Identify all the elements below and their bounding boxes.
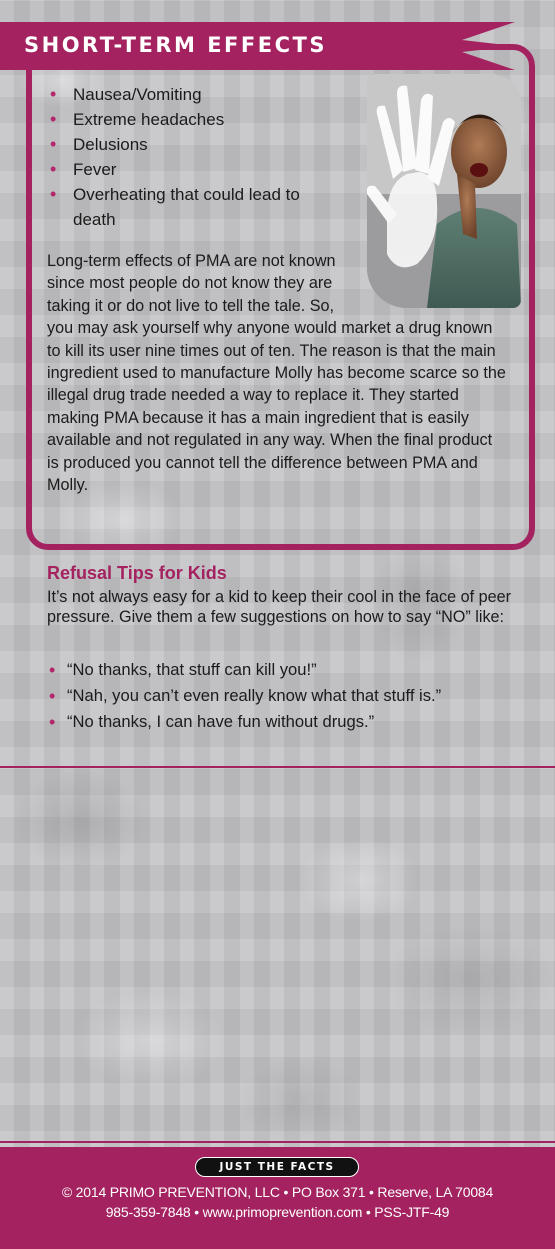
refusal-tip: • “Nah, you can’t even really know what that stuff is.” <box>47 683 527 709</box>
effect-item: • Overheating that could lead to death <box>47 182 347 232</box>
section-title: SHORT-TERM EFFECTS <box>24 33 327 57</box>
effect-item: • Extreme headaches <box>47 107 347 132</box>
effect-item: • Fever <box>47 157 347 182</box>
photo-text-gap <box>337 250 507 316</box>
just-the-facts-badge: JUST THE FACTS <box>195 1157 359 1177</box>
refusal-tip: • “No thanks, that stuff can kill you!” <box>47 657 527 683</box>
paragraph-text: Long-term effects of PMA are not known since most people do not know they are taking it or do not live to tell the tale. So, you may ask yourself why anyone would market a drug known to kill its user nine times out of ten. The reason is that the main ingredient used to manufacture Molly has become scarce so the illegal drug trade needed a way to replace it. They started making PMA because it has a main ingredient that is easily available and not regulated in any way. When the final product is produced you cannot tell the difference between PMA and Molly. <box>47 252 506 495</box>
refusal-tip: • “No thanks, I can have fun without drugs.” <box>47 709 527 735</box>
effect-item: • Delusions <box>47 132 347 157</box>
effect-item: • Nausea/Vomiting <box>47 82 347 107</box>
refusal-tips-list <box>47 657 527 735</box>
refusal-tips-intro: It’s not always easy for a kid to keep their cool in the face of peer pressure. Give them a few suggestions on how to say “NO” like: <box>47 588 511 626</box>
footer-top-rule <box>0 1141 555 1143</box>
footer-contact: 985-359-7848 • www.primoprevention.com • PSS-JTF-49 <box>105 1204 450 1220</box>
long-term-effects-paragraph <box>47 250 507 496</box>
footer-copyright: © 2014 PRIMO PREVENTION, LLC • PO Box 371 • Reserve, LA 70084 <box>61 1184 494 1200</box>
section-divider <box>0 766 555 768</box>
refusal-tips-heading: Refusal Tips for Kids <box>47 563 227 583</box>
short-term-effects-list <box>47 82 347 232</box>
